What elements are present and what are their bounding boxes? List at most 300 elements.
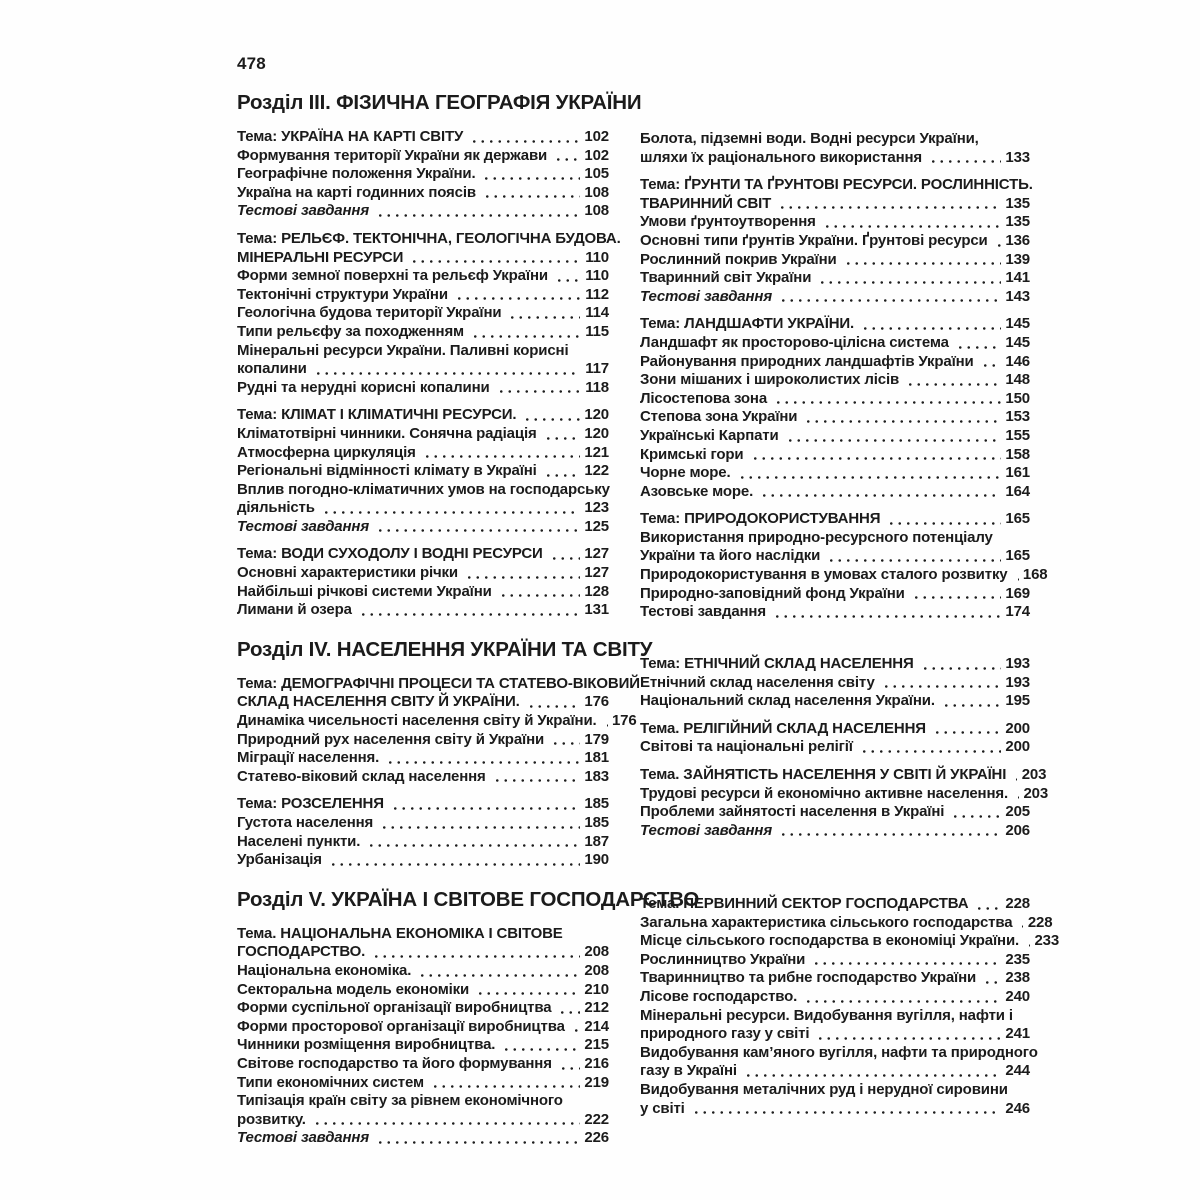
page-ref: 168: [1022, 566, 1048, 584]
toc-entry-line: [640, 334, 1030, 353]
toc-entry-label: Тестові завдання: [237, 1129, 370, 1147]
toc-entry: [640, 951, 1030, 970]
toc-entry-label: Тема: ВОДИ СУХОДОЛУ І ВОДНІ РЕСУРСИ: [237, 545, 543, 563]
toc-entry: [237, 147, 609, 166]
toc-entry-line: [237, 981, 609, 1000]
toc-entry-line: [237, 749, 609, 768]
toc-entry-label: Тестові завдання: [640, 287, 773, 305]
toc-entry-label: Основні характеристики річки: [237, 564, 458, 582]
toc-entry-label: Природокористування в умовах сталого розвитку: [640, 566, 1008, 584]
dot-leader: [906, 382, 1001, 387]
toc-entry-line: [237, 184, 609, 203]
dot-leader: [367, 843, 580, 848]
toc-entry-label: Типи рельєфу за походженням: [237, 322, 465, 340]
toc-entry: [237, 1018, 609, 1037]
toc-entry-line: [640, 895, 1030, 914]
toc-entry-label: Національна економіка.: [237, 961, 412, 979]
toc-entry: [640, 315, 1030, 334]
toc-entry-line: [640, 427, 1030, 446]
toc-entry-label: Місце сільського господарства в економіці України.: [640, 932, 1020, 950]
page-ref: 206: [1005, 821, 1030, 839]
toc-entry: [640, 334, 1030, 353]
toc-entry: [640, 1043, 1038, 1081]
dot-leader: [423, 454, 580, 459]
toc-topic-block: [640, 720, 1030, 757]
dot-leader: [523, 417, 580, 422]
toc-entry-line: [237, 323, 609, 342]
toc-entry-label: Секторальна модель економіки: [237, 980, 470, 998]
page-ref: 146: [1005, 352, 1030, 370]
toc-entry-label: Форми земної поверхні та рельєф України: [237, 267, 548, 285]
toc-entry-line: [237, 814, 609, 833]
page-ref: 174: [1005, 603, 1030, 621]
toc-entry-line: [640, 353, 1030, 372]
dot-leader: [493, 778, 580, 783]
toc-entry: [640, 446, 1030, 465]
dot-leader: [604, 723, 608, 728]
toc-entry-label: Чорне море.: [640, 464, 731, 482]
toc-entry: [237, 425, 609, 444]
toc-entry: [640, 371, 1030, 390]
dot-leader: [823, 224, 1001, 229]
toc-entry-label: Урбанізація: [237, 851, 322, 869]
page-ref: 240: [1005, 987, 1030, 1005]
toc-entry: [640, 566, 1048, 585]
page-ref: 210: [584, 980, 609, 998]
dot-leader: [476, 991, 580, 996]
dot-leader: [844, 261, 1001, 266]
toc-entry-line: [237, 406, 609, 425]
toc-entry: [237, 323, 609, 342]
toc-entry-label: діяльність: [237, 499, 315, 517]
toc-entry: [640, 176, 1033, 213]
page-ref: 208: [584, 961, 609, 979]
toc-entry-line: [640, 251, 1030, 270]
dot-leader: [508, 315, 580, 320]
dot-leader: [550, 556, 580, 561]
page-ref: 233: [1034, 932, 1060, 950]
toc-entry-label: Лимани й озера: [237, 601, 352, 619]
toc-entry: [237, 444, 609, 463]
page-ref: 150: [1005, 389, 1030, 407]
toc-entry-label: газу в Україні: [640, 1062, 737, 1080]
toc-entry-label: шляхи їх раціонального використання: [640, 148, 923, 166]
toc-topic-block: [237, 674, 640, 787]
page-ref: 118: [585, 378, 609, 396]
page-ref: 133: [1005, 148, 1030, 166]
page-ref: 120: [584, 406, 609, 424]
dot-leader: [779, 832, 1001, 837]
toc-entry: [640, 288, 1030, 307]
toc-entry: [237, 601, 609, 620]
toc-entry-line: [237, 731, 609, 750]
toc-entry-line: [640, 510, 1030, 529]
toc-entry-label: Рослинний покрив України: [640, 250, 837, 268]
toc-topic-block: [237, 406, 609, 536]
dot-leader: [981, 363, 1001, 368]
dot-leader: [497, 389, 580, 394]
toc-entry-label: Лісове господарство.: [640, 987, 798, 1005]
toc-entry-label: Районування природних ландшафтів України: [640, 352, 974, 370]
toc-entry-line: [640, 371, 1030, 390]
toc-entry-label: Світові та національні релігії: [640, 738, 853, 756]
toc-entry-line: [237, 128, 609, 147]
page-ref: 176: [584, 693, 609, 711]
toc-entry: [640, 738, 1030, 757]
toc-entry-wrap-line: Мінеральні ресурси. Видобування вугілля, нафти і: [640, 1006, 1013, 1024]
toc-entry-line: [237, 1055, 609, 1074]
page-ref: 141: [1005, 269, 1030, 287]
toc-topic-block: [640, 895, 1060, 1118]
dot-leader: [995, 243, 1001, 248]
toc-entry-label: Кліматотвірні чинники. Сонячна радіація: [237, 424, 537, 442]
toc-entry-label: Тваринництво та рибне господарство України: [640, 969, 977, 987]
toc-entry-line: [640, 784, 1049, 804]
toc-topic-block: [640, 176, 1033, 306]
toc-entry-wrap-line: Вплив погодно-кліматичних умов на господарську: [237, 480, 610, 498]
toc-entry-line: [640, 408, 1030, 427]
page-ref: 228: [1027, 913, 1053, 931]
toc-entry: [640, 765, 1047, 785]
page-ref: 228: [1005, 895, 1030, 912]
dot-leader: [912, 595, 1001, 600]
dot-leader: [502, 1047, 580, 1052]
dot-leader: [956, 345, 1001, 350]
toc-entry-label: у світі: [640, 1099, 685, 1117]
toc-entry: [237, 749, 609, 768]
toc-entry-label: СКЛАД НАСЕЛЕННЯ СВІТУ Й УКРАЇНИ.: [237, 693, 520, 711]
page-ref: 176: [611, 712, 637, 730]
toc-entry-line: [640, 1062, 1030, 1081]
toc-entry: [237, 999, 609, 1018]
toc-entry: [640, 130, 1030, 167]
toc-entry-wrap-line: Типізація країн світу за рівнем економічного: [237, 1092, 563, 1110]
toc-entry-line: [640, 655, 1030, 674]
toc-entry-line: [237, 379, 609, 398]
toc-entry: [237, 165, 609, 184]
toc-entry-line: [640, 674, 1030, 693]
toc-entry: [640, 483, 1030, 502]
dot-leader: [744, 1073, 1001, 1078]
toc-entry: [237, 583, 609, 602]
toc-right-column-part-1: [640, 130, 1048, 622]
toc-entry-line: [640, 446, 1030, 465]
toc-entry: [640, 353, 1030, 372]
page-ref: 190: [584, 851, 609, 869]
page-ref: 153: [1005, 408, 1030, 426]
toc-entry: [237, 128, 609, 147]
toc-entry: [640, 932, 1060, 951]
page-ref: 135: [1005, 213, 1030, 231]
toc-entry: [640, 784, 1049, 804]
page-ref: 158: [1005, 445, 1030, 463]
dot-leader: [860, 749, 1001, 754]
toc-entry: [237, 814, 609, 833]
page-ref: 193: [1005, 673, 1030, 691]
toc-entry: [640, 692, 1030, 711]
toc-entry-line: [237, 499, 609, 518]
page-ref: 235: [1005, 950, 1030, 968]
toc-entry-label: Світове господарство та його формування: [237, 1054, 552, 1072]
dot-leader: [554, 157, 580, 162]
toc-right-column-part-3: [640, 895, 1060, 1118]
chapter-heading: Розділ III. ФІЗИЧНА ГЕОГРАФІЯ УКРАЇНИ: [237, 91, 642, 114]
dot-leader: [983, 980, 1001, 985]
dot-leader: [329, 862, 580, 867]
dot-leader: [482, 176, 580, 181]
toc-entry-line: [640, 692, 1030, 711]
dot-leader: [431, 1084, 580, 1089]
toc-entry-line: [237, 360, 609, 379]
toc-entry-wrap-line: Болота, підземні води. Водні ресурси України,: [640, 130, 979, 147]
page-ref: 215: [584, 1036, 609, 1054]
page-ref: 123: [584, 499, 609, 517]
toc-entry-line: [237, 286, 609, 305]
page-ref: 200: [1005, 719, 1030, 737]
toc-entry-line: [237, 943, 609, 962]
toc-entry: [237, 962, 609, 981]
dot-leader: [544, 436, 580, 441]
toc-entry: [237, 229, 621, 267]
toc-entry-wrap-line: Мінеральні ресурси України. Паливні корисні: [237, 341, 569, 359]
page-ref: 110: [585, 248, 609, 266]
page-ref: 139: [1005, 250, 1030, 268]
toc-entry-line: [640, 803, 1030, 822]
toc-entry-wrap-line: Тема: РЕЛЬЄФ. ТЕКТОНІЧНА, ГЕОЛОГІЧНА БУДОВА.: [237, 229, 621, 247]
toc-entry-line: [640, 932, 1060, 951]
toc-entry-line: [640, 547, 1030, 566]
toc-entry: [237, 267, 609, 286]
page-ref: 122: [584, 462, 609, 480]
toc-entry-label: Тема: ЕТНІЧНИЙ СКЛАД НАСЕЛЕННЯ: [640, 655, 914, 672]
toc-entry-line: [640, 738, 1030, 757]
toc-entry-line: [640, 765, 1047, 785]
dot-leader: [455, 296, 580, 301]
dot-leader: [951, 814, 1001, 819]
toc-entry-line: [237, 601, 609, 620]
toc-entry-wrap-line: Видобування металічних руд і нерудної сировини: [640, 1080, 1008, 1098]
toc-entry-label: Тема: ЛАНДШАФТИ УКРАЇНИ.: [640, 315, 855, 333]
toc-topic-block: [237, 229, 621, 397]
toc-entry-label: Тема: РОЗСЕЛЕННЯ: [237, 795, 384, 813]
page-number: 478: [237, 54, 266, 73]
page-ref: 135: [1005, 194, 1030, 212]
dot-leader: [471, 334, 580, 339]
toc-entry-label: Тема. ПЕРВИННИЙ СЕКТОР ГОСПОДАРСТВА: [640, 895, 969, 912]
toc-entry-line: [237, 518, 609, 537]
toc-entry-wrap-line: Тема: ДЕМОГРАФІЧНІ ПРОЦЕСИ ТА СТАТЕВО-ВІКОВИЙ: [237, 674, 640, 692]
toc-entry-line: [640, 464, 1030, 483]
toc-entry-line: [237, 693, 609, 712]
toc-entry: [640, 988, 1030, 1007]
toc-entry-label: Регіональні відмінності клімату в Україні: [237, 462, 537, 480]
toc-entry-label: Тестові завдання: [640, 603, 766, 621]
dot-leader: [1026, 943, 1030, 948]
dot-leader: [1015, 795, 1019, 800]
toc-entry-label: Азовське море.: [640, 482, 754, 500]
dot-leader: [555, 278, 580, 283]
dot-leader: [483, 194, 580, 199]
toc-entry-line: [640, 390, 1030, 409]
dot-leader: [933, 730, 1001, 735]
toc-entry: [640, 585, 1030, 604]
toc-entry-line: [640, 951, 1030, 970]
page-ref: 120: [584, 424, 609, 442]
toc-entry-line: [640, 913, 1053, 933]
toc-entry: [640, 674, 1030, 693]
toc-entry-line: [237, 249, 609, 268]
toc-entry-line: [640, 603, 1030, 622]
page-ref: 208: [584, 943, 609, 961]
toc-entry-label: розвитку.: [237, 1110, 306, 1128]
toc-entry: [237, 712, 637, 731]
toc-entry-line: [640, 269, 1030, 288]
page-ref: 108: [584, 202, 609, 220]
page-ref: 244: [1005, 1062, 1030, 1080]
page-ref: 143: [1005, 287, 1030, 305]
chapter-heading: Розділ IV. НАСЕЛЕННЯ УКРАЇНИ ТА СВІТУ: [237, 637, 653, 661]
page-ref: 193: [1005, 655, 1030, 672]
dot-leader: [773, 614, 1001, 619]
dot-leader: [572, 1028, 580, 1033]
toc-entry-line: [640, 566, 1048, 585]
toc-entry-label: Тема: ПРИРОДОКОРИСТУВАННЯ: [640, 510, 881, 528]
page-ref: 241: [1005, 1025, 1030, 1043]
toc-entry-label: Міграції населення.: [237, 749, 380, 767]
toc-entry-label: Умови ґрунтоутворення: [640, 213, 816, 231]
page-ref: 115: [585, 322, 609, 340]
toc-entry-line: [237, 267, 609, 286]
toc-entry-line: [640, 149, 1030, 168]
toc-entry-line: [237, 147, 609, 166]
toc-entry: [640, 213, 1030, 232]
toc-entry-label: ГОСПОДАРСТВО.: [237, 943, 366, 961]
page-ref: 102: [584, 128, 609, 145]
dot-leader: [470, 139, 580, 144]
toc-entry-wrap-line: Видобування кам’яного вугілля, нафти та природного: [640, 1043, 1038, 1061]
toc-entry-label: Географічне положення України.: [237, 165, 476, 183]
toc-entry-line: [640, 988, 1030, 1007]
toc-entry-line: [640, 483, 1030, 502]
toc-entry-line: [237, 444, 609, 463]
page-ref: 161: [1005, 464, 1030, 482]
toc-topic-block: [237, 545, 609, 619]
page-ref: 216: [584, 1054, 609, 1072]
toc-entry-label: Кримські гори: [640, 445, 744, 463]
toc-entry: [237, 851, 609, 870]
page-ref: 222: [584, 1110, 609, 1128]
dot-leader: [410, 259, 580, 264]
page-ref: 169: [1005, 584, 1030, 602]
dot-leader: [559, 1066, 580, 1071]
toc-entry-label: Проблеми зайнятості населення в Україні: [640, 803, 945, 821]
toc-entry-line: [640, 195, 1030, 214]
dot-leader: [760, 493, 1001, 498]
dot-leader: [774, 400, 1001, 405]
toc-entry: [237, 462, 609, 481]
toc-entry-line: [640, 232, 1030, 251]
toc-entry: [237, 1055, 609, 1074]
dot-leader: [778, 205, 1001, 210]
toc-entry-label: Динаміка чисельності населення світу й України.: [237, 712, 597, 730]
dot-leader: [499, 593, 580, 598]
toc-entry-line: [237, 1074, 609, 1093]
page-ref: 183: [584, 767, 609, 785]
dot-leader: [882, 684, 1001, 689]
toc-entry-line: [237, 583, 609, 602]
toc-entry-label: Атмосферна циркуляція: [237, 443, 416, 461]
toc-entry-line: [237, 1018, 609, 1037]
toc-entry-line: [237, 462, 609, 481]
page-ref: 214: [584, 1017, 609, 1035]
toc-entry-wrap-line: Використання природно-ресурсного потенціалу: [640, 528, 993, 546]
dot-leader: [376, 528, 580, 533]
toc-topic-block: [640, 130, 1030, 167]
page-ref: 110: [585, 267, 609, 285]
toc-entry-label: Форми суспільної організації виробництва: [237, 999, 552, 1017]
toc-topic-block: [237, 795, 609, 869]
toc-entry-label: копалини: [237, 360, 307, 378]
toc-entry-wrap-line: Тема. НАЦІОНАЛЬНА ЕКОНОМІКА І СВІТОВЕ: [237, 924, 563, 942]
toc-entry: [237, 795, 609, 814]
page-ref: 195: [1005, 692, 1030, 710]
toc-entry: [237, 981, 609, 1000]
toc-entry-line: [237, 1036, 609, 1055]
dot-leader: [1019, 924, 1023, 929]
toc-entry: [237, 1036, 609, 1055]
page-ref: 200: [1005, 738, 1030, 756]
dot-leader: [386, 760, 580, 765]
toc-entry: [640, 269, 1030, 288]
page-ref: 203: [1023, 784, 1049, 802]
dot-leader: [942, 703, 1001, 708]
toc-entry-label: України та його наслідки: [640, 547, 821, 565]
toc-entry-label: Геологічна будова території України: [237, 304, 502, 322]
dot-leader: [929, 159, 1001, 164]
toc-entry: [640, 655, 1030, 674]
toc-entry-line: [237, 768, 609, 787]
toc-entry-line: [640, 822, 1030, 841]
page-ref: 185: [584, 795, 609, 813]
toc-entry-line: [640, 720, 1030, 739]
page-ref: 203: [1021, 765, 1047, 783]
toc-entry: [640, 510, 1030, 529]
dot-leader: [921, 666, 1001, 671]
toc-entry-line: [640, 213, 1030, 232]
toc-entry: [640, 1007, 1030, 1044]
dot-leader: [751, 456, 1002, 461]
page-ref: 121: [584, 443, 609, 461]
toc-entry-line: [237, 202, 609, 221]
toc-entry: [237, 731, 609, 750]
toc-entry: [640, 969, 1030, 988]
page-ref: 148: [1005, 371, 1030, 389]
toc-entry-label: Тваринний світ України: [640, 269, 812, 287]
toc-entry: [640, 251, 1030, 270]
toc-entry: [237, 833, 609, 852]
toc-entry-label: Природний рух населення світу й України: [237, 730, 545, 748]
toc-entry-label: Найбільші річкові системи України: [237, 582, 492, 600]
toc-entry-label: Чинники розміщення виробництва.: [237, 1036, 496, 1054]
toc-entry: [640, 408, 1030, 427]
page-ref: 127: [584, 564, 609, 582]
page-ref: 136: [1005, 231, 1030, 249]
toc-entry: [640, 529, 1030, 566]
dot-leader: [391, 806, 580, 811]
page-ref: 128: [584, 582, 609, 600]
toc-topic-block: [640, 315, 1030, 501]
page-ref: 165: [1005, 510, 1030, 528]
